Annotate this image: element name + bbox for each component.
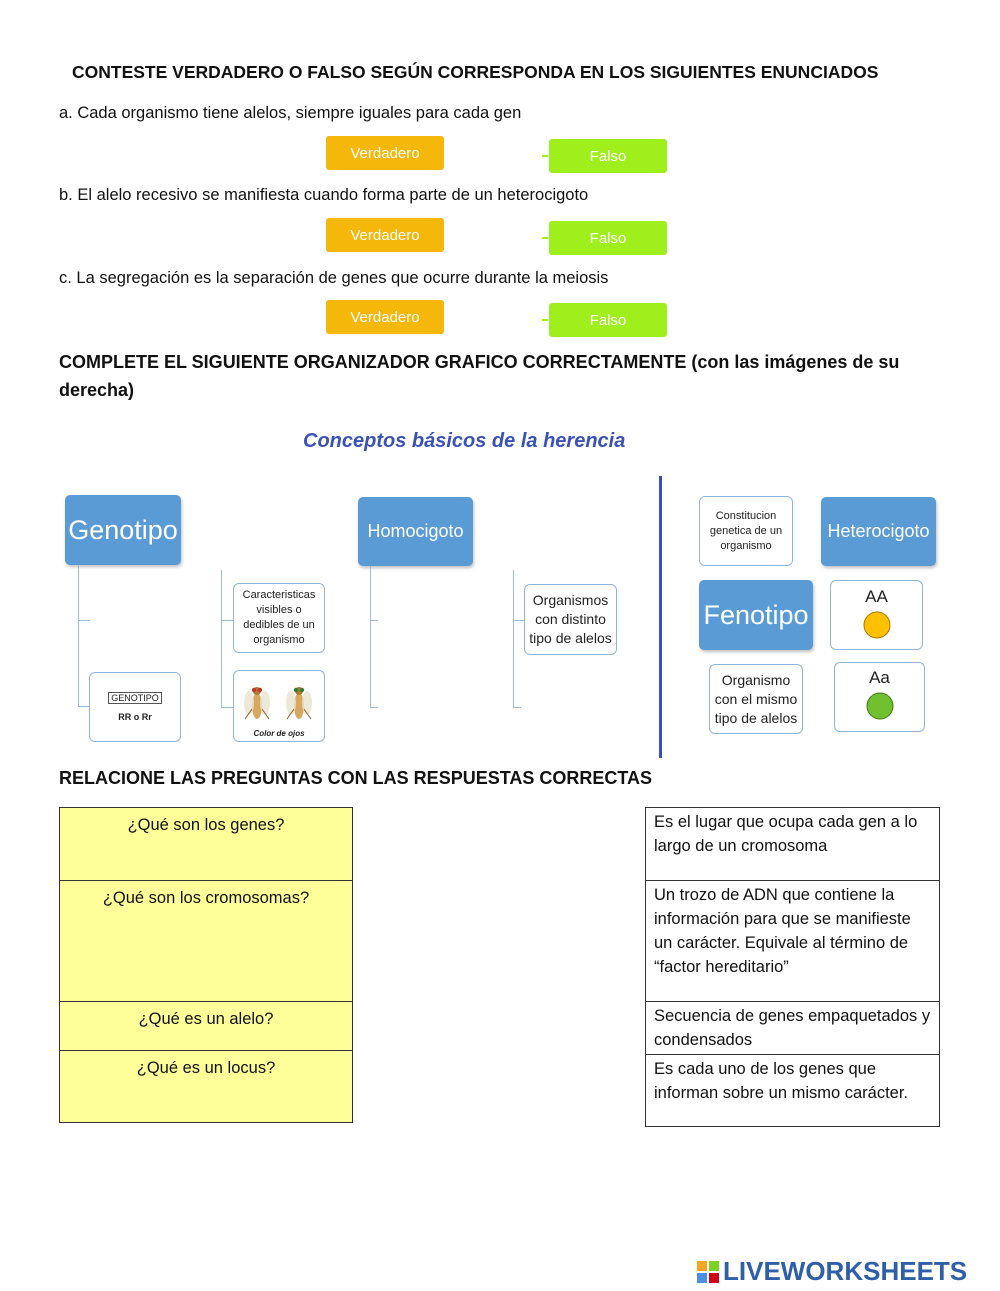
fenotipo-box[interactable]: Fenotipo <box>699 580 813 650</box>
connector-line <box>370 620 378 621</box>
verdadero-button-b[interactable]: Verdadero <box>326 218 444 252</box>
organismos-distinto-card[interactable]: Organismos con distinto tipo de alelos <box>524 584 617 655</box>
section3-title: RELACIONE LAS PREGUNTAS CON LAS RESPUESTAS CORRECTAS <box>59 768 653 788</box>
fruit-fly-image <box>237 679 321 729</box>
green-circle-icon <box>865 691 895 721</box>
falso-button-a[interactable]: Falso <box>549 139 667 173</box>
color-ojos-caption: Color de ojos <box>253 729 305 738</box>
homocigoto-box: Homocigoto <box>358 497 473 566</box>
connector-line <box>513 707 521 708</box>
option-tick <box>542 237 548 239</box>
fly-card[interactable] <box>233 670 325 742</box>
aa2-card[interactable] <box>834 662 925 732</box>
question-cell[interactable]: ¿Qué es un alelo? <box>60 1002 353 1051</box>
statement-b: b. El alelo recesivo se manifiesta cuando forma parte de un heterocigoto <box>59 186 589 204</box>
liveworksheets-logo <box>697 1256 967 1287</box>
question-cell[interactable]: ¿Qué son los genes? <box>60 808 353 881</box>
aa2-label: Aa <box>869 668 890 687</box>
caracteristicas-card[interactable]: Caracteristicas visibles o dedibles de un organismo <box>233 583 325 653</box>
falso-button-b[interactable]: Falso <box>549 221 667 255</box>
connector-line <box>221 570 222 708</box>
answer-cell[interactable]: Es el lugar que ocupa cada gen a lo largo de un cromosoma <box>646 808 940 881</box>
question-cell[interactable]: ¿Qué son los cromosomas? <box>60 881 353 1002</box>
aa-card[interactable] <box>830 580 923 650</box>
questions-table <box>59 807 353 1123</box>
organismo-mismo-card[interactable]: Organismo con el mismo tipo de alelos <box>709 664 803 734</box>
answer-cell[interactable]: Secuencia de genes empaquetados y condensados <box>646 1002 940 1055</box>
statement-c: c. La segregación es la separación de genes que ocurre durante la meiosis <box>59 269 609 287</box>
diagram-title: Conceptos básicos de la herencia <box>303 430 626 452</box>
genotipo-card-label: GENOTIPO <box>108 692 162 704</box>
connector-line <box>78 620 90 621</box>
diagram-divider <box>659 476 662 758</box>
answers-table <box>645 807 940 1127</box>
aa-label: AA <box>865 587 888 606</box>
connector-line <box>221 707 233 708</box>
genotipo-card-value: RR o Rr <box>118 712 152 722</box>
connector-line <box>221 620 233 621</box>
section2-title-line2: derecha) <box>59 380 135 400</box>
connector-line <box>78 565 79 707</box>
option-tick <box>542 319 548 321</box>
genotipo-box: Genotipo <box>65 495 181 565</box>
section2-title-line1: COMPLETE EL SIGUIENTE ORGANIZADOR GRAFICO CORRECTAMENTE (con las imágenes de su <box>59 352 900 372</box>
falso-button-c[interactable]: Falso <box>549 303 667 337</box>
yellow-circle-icon <box>862 610 892 640</box>
connector-line <box>513 570 514 708</box>
verdadero-button-a[interactable]: Verdadero <box>326 136 444 170</box>
section1-title: CONTESTE VERDADERO O FALSO SEGÚN CORRESPONDA EN LOS SIGUIENTES ENUNCIADOS <box>72 62 879 82</box>
verdadero-button-c[interactable]: Verdadero <box>326 300 444 334</box>
statement-a: a. Cada organismo tiene alelos, siempre iguales para cada gen <box>59 104 522 122</box>
connector-line <box>370 707 378 708</box>
logo-text: LIVEWORKSHEETS <box>723 1256 968 1286</box>
answer-cell[interactable]: Es cada uno de los genes que informan sobre un mismo carácter. <box>646 1055 940 1127</box>
connector-line <box>370 566 371 708</box>
option-tick <box>542 155 548 157</box>
constitucion-card[interactable]: Constitucion genetica de un organismo <box>699 496 793 566</box>
answer-cell[interactable]: Un trozo de ADN que contiene la información para que se manifieste un carácter. Equivale al término de “factor hereditario” <box>646 881 940 1002</box>
logo-grid-icon <box>697 1261 719 1283</box>
heterocigoto-box[interactable]: Heterocigoto <box>821 497 936 566</box>
genotipo-card[interactable] <box>89 672 181 742</box>
question-cell[interactable]: ¿Qué es un locus? <box>60 1051 353 1123</box>
